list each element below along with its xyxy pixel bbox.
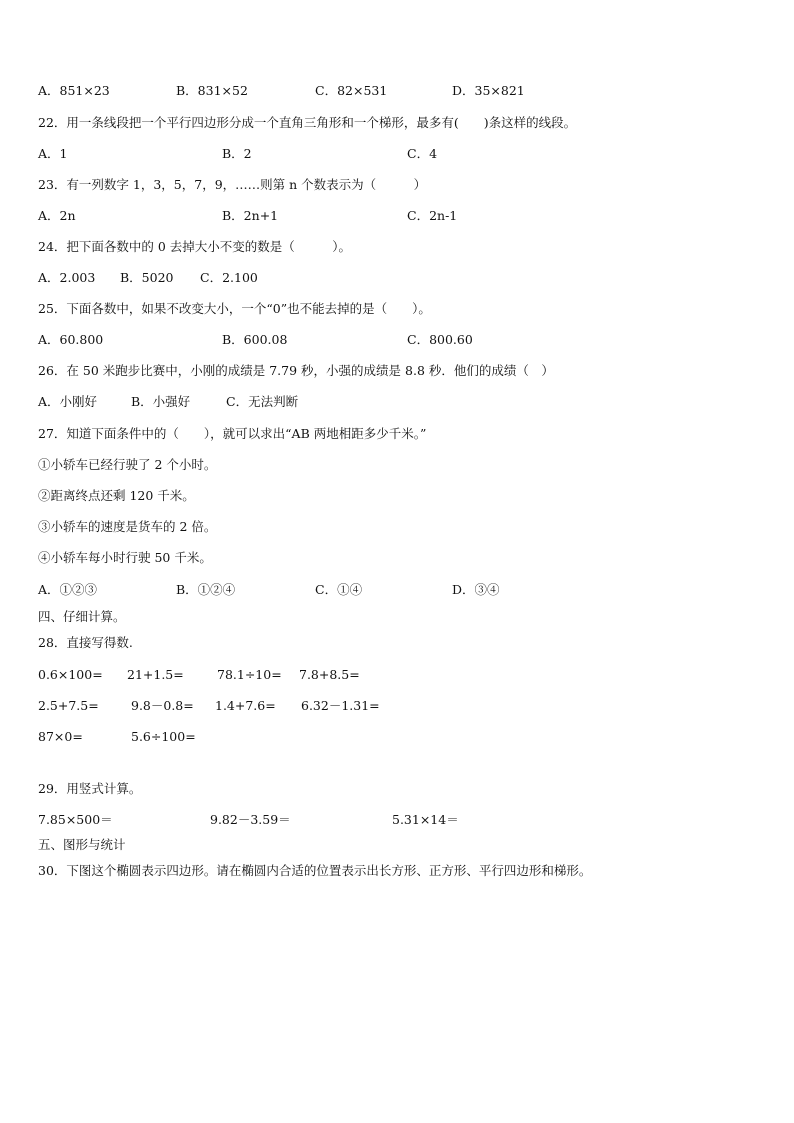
q21-option-b[interactable]: B．831×52 <box>176 83 248 98</box>
q23-option-c[interactable]: C．2n-1 <box>407 208 458 223</box>
q23-option-a[interactable]: A．2n <box>38 208 76 223</box>
section-4-title: 四、仔细计算。 <box>38 609 126 624</box>
q28-item: 6.32－1.31= <box>301 698 380 713</box>
q28-item: 1.4+7.6= <box>215 698 276 713</box>
q24-question: 24．把下面各数中的 0 去掉大小不变的数是（ ）。 <box>38 239 352 254</box>
q25-question: 25．下面各数中，如果不改变大小，一个“0”也不能去掉的是（ ）。 <box>38 301 431 316</box>
q26-option-a[interactable]: A．小刚好 <box>38 394 98 409</box>
q22-option-c[interactable]: C．4 <box>407 146 438 161</box>
q28-item: 7.8+8.5= <box>299 667 360 682</box>
q26-question: 26．在 50 米跑步比赛中，小刚的成绩是 7.79 秒，小强的成绩是 8.8 秒．他们的成绩（ ） <box>38 363 554 378</box>
q29-question: 29．用竖式计算。 <box>38 781 142 796</box>
q29-item: 5.31×14＝ <box>392 812 459 827</box>
q27-option-b[interactable]: B．①②④ <box>176 582 236 597</box>
section-5-title: 五、图形与统计 <box>38 837 126 852</box>
q23-option-b[interactable]: B．2n+1 <box>222 208 279 223</box>
q27-question: 27．知道下面条件中的（ ），就可以求出“AB 两地相距多少千米。” <box>38 426 427 441</box>
q28-item: 0.6×100= <box>38 667 103 682</box>
q25-option-b[interactable]: B．600.08 <box>222 332 288 347</box>
q21-option-d[interactable]: D．35×821 <box>452 83 525 98</box>
q29-item: 9.82－3.59＝ <box>210 812 291 827</box>
q27-condition-4: ④小轿车每小时行驶 50 千米。 <box>38 550 212 565</box>
q24-option-a[interactable]: A．2.003 <box>38 270 96 285</box>
q30-question: 30．下图这个椭圆表示四边形。请在椭圆内合适的位置表示出长方形、正方形、平行四边形和梯形。 <box>38 863 592 878</box>
q21-option-c[interactable]: C．82×531 <box>315 83 388 98</box>
q24-option-c[interactable]: C．2.100 <box>200 270 258 285</box>
q28-item: 9.8－0.8= <box>131 698 194 713</box>
q28-item: 2.5+7.5= <box>38 698 99 713</box>
q22-option-a[interactable]: A．1 <box>38 146 68 161</box>
q28-question: 28．直接写得数. <box>38 635 133 650</box>
q25-option-c[interactable]: C．800.60 <box>407 332 473 347</box>
q27-condition-1: ①小轿车已经行驶了 2 个小时。 <box>38 457 217 472</box>
q28-item: 87×0= <box>38 729 83 744</box>
q25-option-a[interactable]: A．60.800 <box>38 332 104 347</box>
q28-item: 78.1÷10= <box>217 667 282 682</box>
q27-condition-3: ③小轿车的速度是货车的 2 倍。 <box>38 519 217 534</box>
q26-option-c[interactable]: C．无法判断 <box>226 394 299 409</box>
q23-question: 23．有一列数字 1，3，5，7，9，……则第 n 个数表示为（ ） <box>38 177 427 192</box>
q27-condition-2: ②距离终点还剩 120 千米。 <box>38 488 195 503</box>
q27-option-d[interactable]: D．③④ <box>452 582 500 597</box>
q26-option-b[interactable]: B．小强好 <box>131 394 191 409</box>
q28-item: 21+1.5= <box>127 667 184 682</box>
q29-item: 7.85×500＝ <box>38 812 113 827</box>
q24-option-b[interactable]: B．5020 <box>120 270 174 285</box>
q27-option-a[interactable]: A．①②③ <box>38 582 98 597</box>
q28-item: 5.6÷100= <box>131 729 196 744</box>
q21-option-a[interactable]: A．851×23 <box>38 83 110 98</box>
q22-option-b[interactable]: B．2 <box>222 146 252 161</box>
q22-question: 22．用一条线段把一个平行四边形分成一个直角三角形和一个梯形，最多有( )条这样的线段。 <box>38 115 577 130</box>
q27-option-c[interactable]: C．①④ <box>315 582 363 597</box>
